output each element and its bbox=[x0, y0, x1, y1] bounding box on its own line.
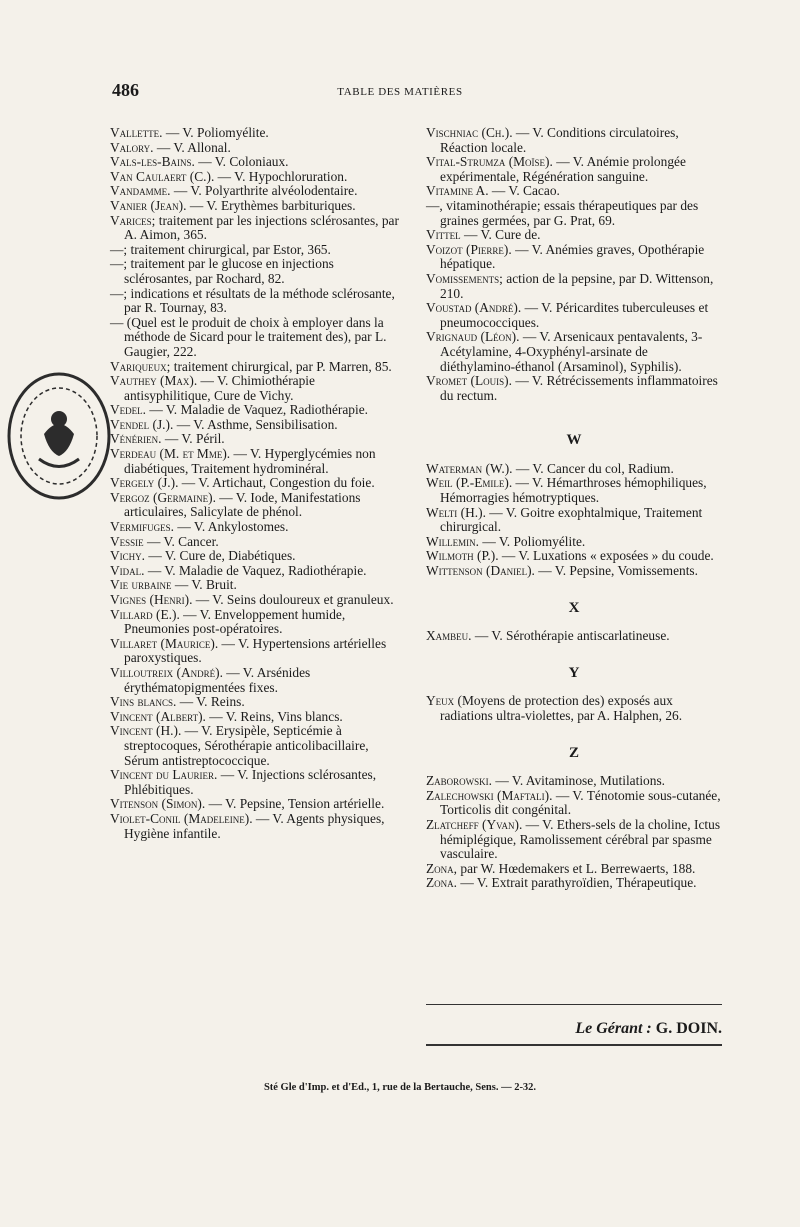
entry-heading: Villard (E.). bbox=[110, 606, 180, 622]
entry-heading: Vidal. bbox=[110, 562, 145, 578]
entry-heading: Vittel bbox=[426, 227, 461, 243]
section-letter-x: X bbox=[568, 599, 580, 616]
entry-heading: Waterman (W.). bbox=[426, 460, 513, 476]
entry-heading: Vitamine A. bbox=[426, 183, 489, 199]
section-letter-z: Z bbox=[568, 744, 579, 761]
index-entry bbox=[110, 447, 404, 476]
entry-text: — V. Avitaminose, Mutilations. bbox=[492, 773, 666, 789]
entry-text: — V. Poliomyélite. bbox=[478, 533, 586, 549]
index-entry bbox=[110, 155, 404, 170]
entry-text: — V. Maladie de Vaquez, Radiothérapie. bbox=[146, 402, 369, 418]
entry-text: — V. Anémie prolongée expérimentale, Régénération sanguine. bbox=[440, 154, 686, 184]
entry-heading: Varices; bbox=[110, 212, 156, 228]
entry-text: — V. Hémarthroses hémophiliques, Hémorragies hémotryptiques. bbox=[440, 475, 707, 506]
entry-heading: Vincent du Laurier. bbox=[110, 767, 218, 783]
entry-heading: Valory. bbox=[110, 139, 154, 155]
entry-text: — V. Ténotomie sous-cutanée, Torticolis dit congénital. bbox=[440, 787, 721, 818]
entry-text: — V. Artichaut, Congestion du foie. bbox=[178, 475, 375, 491]
index-entry bbox=[426, 694, 722, 723]
index-entry bbox=[426, 301, 722, 330]
entry-heading: Vauthey (Max). bbox=[110, 373, 198, 389]
index-entry bbox=[426, 243, 722, 272]
entry-text: — V. Erysipèle, Septicémie à streptocoques, Sérothérapie anticolibacillaire, Sérum antistreptococcique. bbox=[124, 723, 369, 768]
index-entry bbox=[426, 199, 722, 228]
index-entry bbox=[110, 724, 404, 768]
entry-text: — V. Hypochloruration. bbox=[214, 168, 348, 184]
entry-heading: Vrignaud (Léon). bbox=[426, 329, 520, 345]
entry-text: — V. Péril. bbox=[161, 431, 225, 447]
entry-heading: Wilmoth (P.). bbox=[426, 548, 499, 564]
entry-heading: Yeux bbox=[426, 693, 455, 709]
section-x-entries bbox=[426, 629, 722, 644]
entry-heading: Vedel. bbox=[110, 402, 147, 418]
entry-text: — V. Maladie de Vaquez, Radiothérapie. bbox=[144, 562, 367, 578]
entry-heading: Zona, bbox=[426, 860, 458, 876]
index-entry bbox=[110, 564, 404, 579]
index-entry bbox=[426, 774, 722, 789]
index-entry bbox=[110, 243, 404, 258]
entry-text: — V. Enveloppement humide, Pneumonies post-opératoires. bbox=[124, 606, 346, 637]
gerant-name: G. DOIN. bbox=[655, 1020, 722, 1037]
index-entry bbox=[426, 184, 722, 199]
entry-text: — V. Sérothérapie antiscarlatineuse. bbox=[471, 628, 670, 644]
index-entry bbox=[110, 637, 404, 666]
entry-heading: Villaret (Maurice). bbox=[110, 635, 219, 651]
index-entry bbox=[110, 360, 404, 375]
index-entry bbox=[110, 374, 404, 403]
index-entry bbox=[110, 257, 404, 286]
gerant-line bbox=[426, 1020, 722, 1038]
entry-text: par W. Hœdemakers et L. Berrewaerts, 188. bbox=[457, 860, 696, 876]
entry-text: — V. Péricardites tuberculeuses et pneumococciques. bbox=[440, 300, 709, 330]
index-entry bbox=[426, 228, 722, 243]
index-entry bbox=[110, 520, 404, 535]
entry-heading: Vital-Strumza (Moïse). bbox=[426, 154, 553, 170]
entry-heading: Vessie bbox=[110, 533, 144, 549]
entry-heading: Vichy. bbox=[110, 548, 146, 564]
index-entry bbox=[110, 812, 404, 841]
page-number: 486 bbox=[112, 80, 139, 100]
entry-text: — V. Goitre exophtalmique, Traitement chirurgical. bbox=[440, 504, 703, 535]
entry-text: (Quel est le produit de choix à employer dans la méthode de Sicard pour le traitement des), par L. Gaugier, 222. bbox=[123, 314, 387, 359]
entry-text: — V. Ethers-sels de la choline, Ictus hémiplégique, Ramolissement cérébral par spasme vasculaire. bbox=[440, 816, 721, 862]
entry-heading: — bbox=[110, 314, 124, 330]
entry-heading: Zlatcheff (Yvan). bbox=[426, 816, 523, 832]
entry-text: traitement chirurgical, par Estor, 365. bbox=[127, 241, 331, 257]
entry-heading: —; bbox=[110, 256, 128, 272]
entry-text: — V. Rétrécissements inflammatoires du rectum. bbox=[440, 373, 718, 403]
right-column bbox=[426, 126, 722, 891]
index-entry bbox=[426, 126, 722, 155]
index-entry bbox=[110, 797, 404, 812]
section-y-entries bbox=[426, 694, 722, 723]
entry-text: — V. Reins. bbox=[176, 694, 245, 710]
entry-heading: Vendel (J.). bbox=[110, 416, 174, 432]
entry-heading: Vromet (Louis). bbox=[426, 373, 512, 389]
entry-text: — V. Cure de, Diabétiques. bbox=[145, 548, 296, 564]
entry-heading: Vincent (H.). bbox=[110, 723, 182, 739]
entry-heading: Zaborowski. bbox=[426, 773, 493, 789]
index-entry bbox=[426, 476, 722, 505]
index-entry bbox=[110, 432, 404, 447]
entry-heading: Voizot (Pierre). bbox=[426, 241, 512, 257]
entry-heading: Vergoz (Germaine). bbox=[110, 489, 216, 505]
entry-text: — V. Extrait parathyroïdien, Thérapeutique. bbox=[457, 875, 697, 891]
entry-heading: Vandamme. bbox=[110, 183, 171, 199]
entry-text: — V. Luxations « exposées » du coude. bbox=[498, 548, 714, 564]
section-z-entries bbox=[426, 774, 722, 891]
index-entry bbox=[110, 199, 404, 214]
index-entry bbox=[426, 535, 722, 550]
entry-text: — V. Erythèmes barbituriques. bbox=[186, 197, 356, 213]
entry-heading: Welti (H.). bbox=[426, 504, 486, 520]
entry-heading: Vals-les-Bains. bbox=[110, 154, 195, 170]
index-entry bbox=[426, 506, 722, 535]
entry-text: — V. Hypertensions artérielles paroxystiques. bbox=[124, 635, 387, 666]
section-letter-w: W bbox=[566, 432, 582, 449]
index-entry bbox=[426, 818, 722, 862]
entry-text: — V. Anémies graves, Opothérapie hépatique. bbox=[440, 241, 705, 272]
entry-text: — V. Reins, Vins blancs. bbox=[205, 708, 343, 724]
index-entry bbox=[110, 126, 404, 141]
left-column bbox=[110, 126, 404, 841]
entry-heading: Voustad (André). bbox=[426, 300, 522, 316]
entry-text: — V. Bruit. bbox=[171, 577, 237, 593]
entry-heading: Vie urbaine bbox=[110, 577, 172, 593]
entry-text: — V. Cure de. bbox=[460, 227, 541, 243]
index-entry bbox=[426, 374, 722, 403]
index-entry bbox=[110, 476, 404, 491]
index-entry bbox=[110, 141, 404, 156]
entry-text: — V. Conditions circulatoires, Réaction locale. bbox=[440, 125, 679, 155]
entry-heading: Vermifuges. bbox=[110, 519, 175, 535]
entry-heading: Variqueux; bbox=[110, 358, 171, 374]
index-entry bbox=[110, 593, 404, 608]
gerant-label: Le Gérant : bbox=[575, 1020, 652, 1037]
index-entry bbox=[426, 629, 722, 644]
index-entry bbox=[110, 403, 404, 418]
entry-text: — V. Injections sclérosantes, Phlébitiques. bbox=[124, 767, 377, 797]
entry-text: — V. Poliomyélite. bbox=[162, 125, 269, 140]
index-entry bbox=[110, 695, 404, 710]
index-entry bbox=[110, 184, 404, 199]
entry-heading: Willemin. bbox=[426, 533, 479, 549]
entry-heading: —; bbox=[110, 285, 128, 301]
entry-heading: Vins blancs. bbox=[110, 694, 177, 710]
index-entry bbox=[426, 549, 722, 564]
index-entry bbox=[110, 608, 404, 637]
footer-rule bbox=[426, 1004, 722, 1005]
entry-text: traitement par les injections sclérosantes, par A. Aimon, 365. bbox=[124, 212, 399, 243]
entry-text: — V. Pepsine, Tension artérielle. bbox=[205, 796, 385, 812]
entry-text: vitaminothérapie; essais thérapeutiques par des graines germées, par G. Prat, 69. bbox=[440, 197, 699, 228]
entry-text: — V. Arsénides érythématopigmentées fixes. bbox=[124, 664, 311, 695]
entry-heading: Vischniac (Ch.). bbox=[426, 125, 513, 140]
index-entry bbox=[110, 214, 404, 243]
entry-text: traitement par le glucose en injections sclérosantes, par Rochard, 82. bbox=[124, 256, 334, 286]
entry-text: traitement chirurgical, par P. Marren, 85. bbox=[170, 358, 392, 374]
entry-heading: Vitenson (Simon). bbox=[110, 796, 206, 812]
index-entry bbox=[426, 462, 722, 477]
footer-rule-thick bbox=[426, 1044, 722, 1046]
entry-heading: Vénérien. bbox=[110, 431, 162, 447]
entry-heading: Zalechowski (Maftali). bbox=[426, 787, 553, 803]
index-entry bbox=[426, 862, 722, 877]
entry-text: — V. Agents physiques, Hygiène infantile. bbox=[124, 810, 385, 841]
entry-heading: —; bbox=[110, 241, 128, 257]
entry-text: — V. Asthme, Sensibilisation. bbox=[173, 416, 338, 432]
index-entry bbox=[426, 155, 722, 184]
index-entry bbox=[110, 287, 404, 316]
entry-text: (Moyens de protection des) exposés aux radiations ultra-violettes, par A. Halphen, 26. bbox=[440, 693, 683, 723]
entry-heading: Van Caulaert (C.). bbox=[110, 168, 215, 184]
index-entry bbox=[110, 535, 404, 550]
section-letter-y: Y bbox=[568, 664, 580, 681]
index-entry bbox=[110, 549, 404, 564]
entry-text: — V. Hyperglycémies non diabétiques, Traitement hydrominéral. bbox=[124, 446, 376, 476]
entry-text: — V. Allonal. bbox=[153, 139, 231, 155]
entry-text: — V. Chimiothérapie antisyphilitique, Cure de Vichy. bbox=[124, 373, 315, 403]
entry-heading: Wittenson (Daniel). bbox=[426, 563, 535, 579]
index-entry bbox=[426, 272, 722, 301]
entry-text: — V. Cancer du col, Radium. bbox=[512, 460, 674, 476]
entry-text: action de la pepsine, par D. Wittenson, 210. bbox=[440, 270, 714, 301]
entry-text: — V. Iode, Manifestations articulaires, Salicylate de phénol. bbox=[124, 489, 361, 520]
entry-heading: Violet-Conil (Madeleine). bbox=[110, 810, 253, 826]
entry-heading: Villoutreix (André). bbox=[110, 664, 223, 680]
entry-text: — V. Arsenicaux pentavalents, 3-Acétylamine, 4-Oxyphényl-arsinate de diéthylamino-éthanol (Arsaminol), Syphilis). bbox=[440, 329, 703, 374]
entry-heading: Weil (P.-Emile). bbox=[426, 475, 513, 491]
entry-heading: Vergely (J.). bbox=[110, 475, 179, 491]
entry-heading: Xambeu. bbox=[426, 628, 472, 644]
entry-heading: Verdeau (M. et Mme). bbox=[110, 446, 231, 462]
index-entry bbox=[110, 578, 404, 593]
section-v-entries bbox=[426, 126, 722, 403]
printer-imprint: Sté Gle d'Imp. et d'Ed., 1, rue de la Bertauche, Sens. — 2-32. bbox=[263, 1082, 537, 1093]
index-entry bbox=[426, 564, 722, 579]
index-entry bbox=[110, 491, 404, 520]
entry-heading: —, bbox=[426, 197, 443, 213]
entry-heading: Vallette. bbox=[110, 125, 163, 140]
entry-text: — V. Pepsine, Vomissements. bbox=[534, 563, 698, 579]
entry-heading: Vincent (Albert). bbox=[110, 708, 206, 724]
entry-heading: Vanier (Jean). bbox=[110, 197, 187, 213]
entry-text: — V. Cancer. bbox=[143, 533, 219, 549]
running-title: TABLE DES MATIÈRES bbox=[337, 86, 463, 98]
index-entry bbox=[426, 789, 722, 818]
section-w-entries bbox=[426, 462, 722, 579]
entry-text: — V. Seins douloureux et granuleux. bbox=[192, 592, 394, 607]
index-entry bbox=[110, 316, 404, 360]
entry-text: — V. Polyarthrite alvéolodentaire. bbox=[170, 183, 358, 199]
library-stamp bbox=[4, 364, 114, 514]
index-entry bbox=[426, 876, 722, 891]
entry-text: — V. Coloniaux. bbox=[194, 154, 289, 170]
entry-heading: Vignes (Henri). bbox=[110, 592, 193, 607]
entry-text: indications et résultats de la méthode sclérosante, par R. Tournay, 83. bbox=[124, 285, 395, 316]
entry-heading: Zona. bbox=[426, 875, 458, 891]
index-entry bbox=[110, 666, 404, 695]
entry-text: — V. Ankylostomes. bbox=[174, 519, 289, 535]
index-entry bbox=[426, 330, 722, 374]
index-entry bbox=[110, 710, 404, 725]
entry-text: — V. Cacao. bbox=[488, 183, 560, 199]
index-entry bbox=[110, 768, 404, 797]
index-entry bbox=[110, 170, 404, 185]
entry-heading: Vomissements; bbox=[426, 270, 503, 286]
index-entry bbox=[110, 418, 404, 433]
